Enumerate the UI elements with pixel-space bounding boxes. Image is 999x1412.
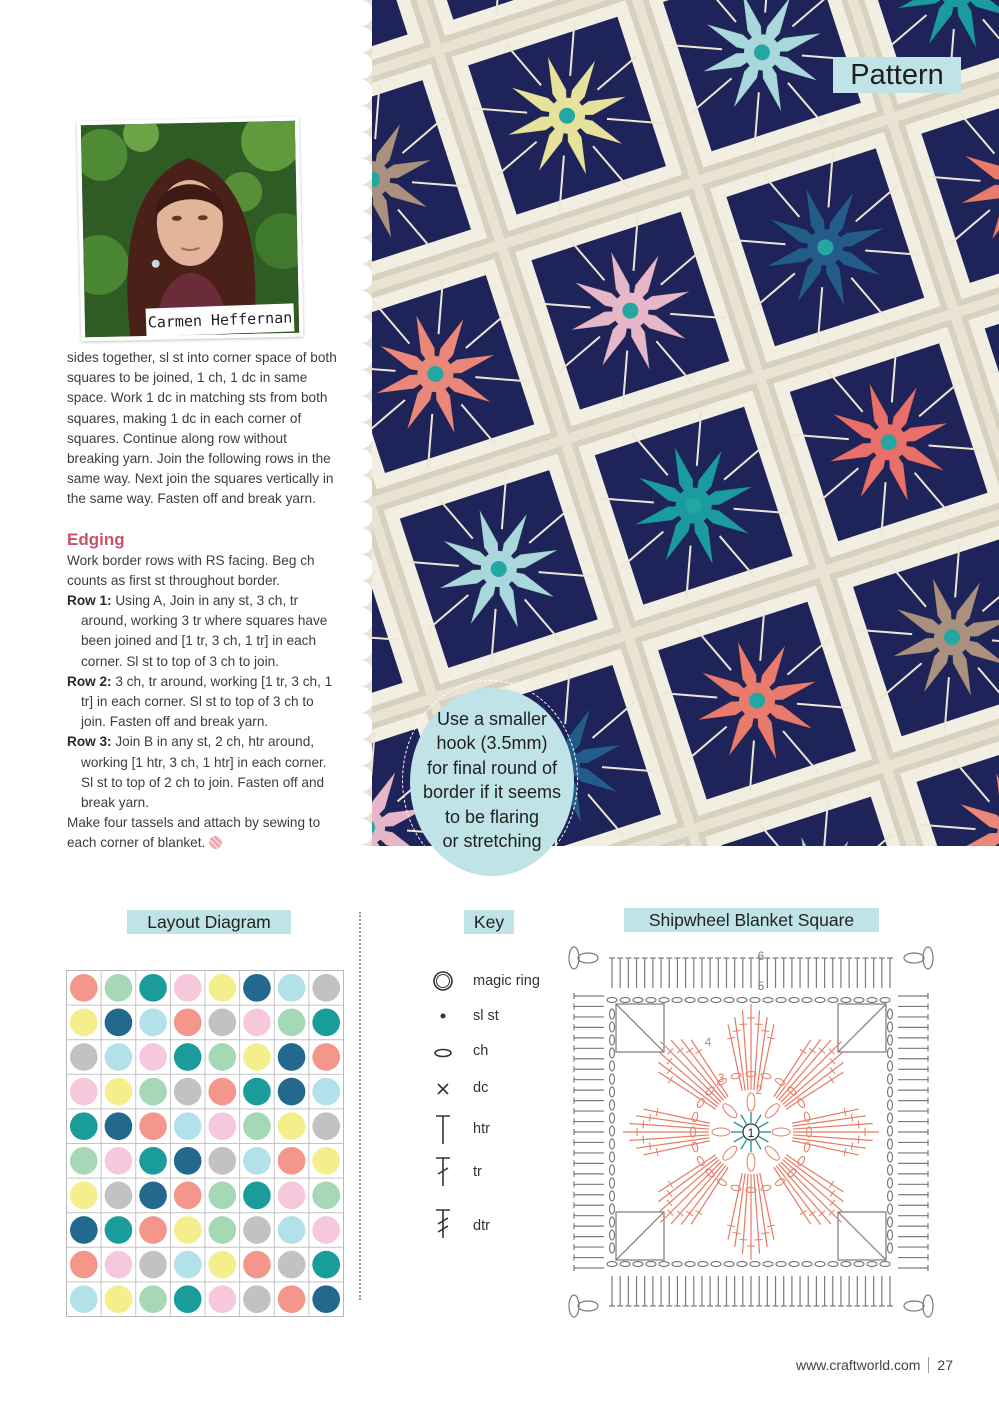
page-number: 27 (937, 1357, 953, 1373)
corner-chain (578, 953, 598, 963)
square-color-dot (105, 974, 133, 1002)
square-color-dot (243, 974, 271, 1002)
chain-stitch (610, 1139, 615, 1149)
chain-stitch (646, 1262, 656, 1267)
cross-symbol-icon (426, 1076, 460, 1106)
chain-stitch (750, 998, 760, 1003)
chain-stitch (802, 1262, 812, 1267)
chain-stitch (620, 998, 630, 1003)
corner-chain (904, 1301, 924, 1311)
square-color-dot (278, 974, 306, 1002)
square-color-dot (139, 1112, 167, 1140)
square-color-dot (70, 1112, 98, 1140)
square-color-dot (139, 1216, 167, 1244)
chain-stitch (610, 1191, 615, 1201)
square-color-dot (208, 1182, 236, 1210)
edging-row-3 (67, 732, 342, 813)
chain-stitch (724, 1262, 734, 1267)
closing-text: Make four tassels and attach by sewing to each corner of blanket. (67, 815, 321, 851)
square-color-dot (312, 1078, 340, 1106)
inner-chain (721, 1144, 739, 1162)
corner-chain (904, 953, 924, 963)
round1-stitch (759, 1122, 769, 1128)
layout-diagram-title: Layout Diagram (127, 910, 291, 934)
square-color-dot (174, 1112, 202, 1140)
chain-stitch (610, 1204, 615, 1214)
chain-stitch (685, 1262, 695, 1267)
chain-stitch (610, 1074, 615, 1084)
petal-tick (643, 1136, 644, 1144)
square-color-dot (312, 974, 340, 1002)
petal-tick (858, 1120, 859, 1128)
chain-stitch (711, 998, 721, 1003)
shipwheel-square-chart (562, 946, 940, 1318)
square-color-dot (174, 1216, 202, 1244)
chain-stitch (607, 998, 617, 1003)
chain-stitch (888, 1087, 893, 1097)
round-number: 6 (757, 949, 765, 963)
petal-chain (774, 1077, 785, 1086)
square-color-dot (174, 1285, 202, 1313)
petal-tick (761, 1232, 769, 1233)
key-label: htr (473, 1121, 490, 1137)
chain-stitch (888, 1165, 893, 1175)
square-color-dot (105, 1043, 133, 1071)
petal-tick (800, 1210, 807, 1214)
key-title: Key (464, 910, 514, 934)
petal-tick (643, 1120, 644, 1128)
chain-stitch (880, 998, 890, 1003)
author-name: Carmen Heffernan (146, 303, 295, 336)
chain-stitch (763, 1262, 773, 1267)
chain-stitch (854, 998, 864, 1003)
round1-stitch (756, 1115, 762, 1125)
chain-stitch (610, 1100, 615, 1110)
chain-stitch (610, 1126, 615, 1136)
square-color-dot (278, 1147, 306, 1175)
footer-website: www.craftworld.com (795, 1357, 921, 1373)
edging-row-2 (67, 672, 342, 733)
section-divider (359, 912, 361, 1300)
square-color-dot (139, 1285, 167, 1313)
round-number: 3 (717, 1071, 725, 1085)
dtr-symbol-icon (426, 1208, 460, 1238)
chain-stitch (841, 1262, 851, 1267)
chain-stitch (610, 1048, 615, 1058)
chain-stitch (888, 1035, 893, 1045)
square-color-dot (70, 1216, 98, 1244)
inner-chain (712, 1128, 730, 1136)
row-label: Row 2: (67, 673, 112, 689)
chain-stitch (828, 998, 838, 1003)
square-color-dot (139, 974, 167, 1002)
square-color-dot (208, 974, 236, 1002)
square-color-dot (174, 1009, 202, 1037)
chain-stitch (610, 1087, 615, 1097)
chain-stitch (724, 998, 734, 1003)
chain-stitch (888, 1022, 893, 1032)
tip-text (410, 707, 574, 853)
round1-stitch (756, 1140, 762, 1150)
square-color-dot (105, 1078, 133, 1106)
chain-stitch (815, 1262, 825, 1267)
inner-chain (763, 1102, 781, 1120)
square-color-dot (243, 1112, 271, 1140)
petal-chain (797, 1097, 806, 1108)
square-color-dot (174, 974, 202, 1002)
square-color-dot (278, 1251, 306, 1279)
petal-tick (686, 1211, 692, 1216)
round1-stitch (741, 1115, 747, 1125)
square-color-dot (208, 1043, 236, 1071)
square-color-dot (278, 1078, 306, 1106)
petal-tick (830, 1067, 835, 1073)
chain-stitch (610, 1217, 615, 1227)
inner-chain (772, 1128, 790, 1136)
square-color-dot (312, 1285, 340, 1313)
petal-tick (695, 1210, 702, 1214)
square-color-dot (70, 1285, 98, 1313)
square-color-dot (174, 1043, 202, 1071)
round1-stitch (759, 1137, 769, 1143)
petal-tick (733, 1030, 741, 1031)
square-color-dot (312, 1182, 340, 1210)
chain-stitch (610, 1022, 615, 1032)
square-color-dot (278, 1216, 306, 1244)
row-label: Row 3: (67, 734, 112, 750)
square-color-dot (243, 1285, 271, 1313)
petal-tick (755, 1239, 763, 1240)
square-color-dot (312, 1043, 340, 1071)
square-color-dot (174, 1078, 202, 1106)
chain-stitch (888, 1126, 893, 1136)
chain-stitch (888, 1100, 893, 1110)
petal-tick (686, 1048, 692, 1053)
square-color-dot (105, 1216, 133, 1244)
petal-tick (733, 1232, 741, 1233)
petal-tick (668, 1076, 672, 1083)
square-color-dot (139, 1251, 167, 1279)
petal-chain (774, 1178, 785, 1187)
yarn-ball-icon (209, 836, 222, 849)
square-color-dot (278, 1285, 306, 1313)
pattern-text-column (67, 348, 342, 854)
tip-line: border if it seems (422, 782, 562, 803)
chain-stitch (633, 998, 643, 1003)
square-color-dot (278, 1112, 306, 1140)
square-color-dot (312, 1112, 340, 1140)
square-color-dot (139, 1078, 167, 1106)
chain-stitch (672, 1262, 682, 1267)
petal-tick (667, 1067, 672, 1073)
chain-stitch (610, 1113, 615, 1123)
row-text: Join B in any st, 2 ch, htr around, working [1 htr, 3 ch, 1 htr] in each corner. Sl st to top of 2 ch to join. Fasten off and break yarn. (81, 734, 327, 811)
square-color-dot (70, 1147, 98, 1175)
closing-paragraph (67, 813, 342, 853)
round1-stitch (734, 1137, 744, 1143)
chain-stitch (672, 998, 682, 1003)
chain-stitch (867, 998, 877, 1003)
corner-diagonal (838, 1004, 886, 1052)
petal-tick (851, 1114, 852, 1122)
chain-stitch (888, 1139, 893, 1149)
chain-stitch (737, 1262, 747, 1267)
square-color-dot (208, 1078, 236, 1106)
petal-chain (716, 1178, 727, 1187)
petal-chain (696, 1155, 705, 1166)
tip-line: hook (3.5mm) (436, 733, 548, 754)
inner-chain (721, 1102, 739, 1120)
dot-symbol-icon (426, 1004, 460, 1034)
htr-symbol-icon (426, 1114, 460, 1144)
chain-stitch (888, 1217, 893, 1227)
chain-stitch (888, 1178, 893, 1188)
chain-stitch (610, 1035, 615, 1045)
square-color-dot (105, 1009, 133, 1037)
chain-stitch (610, 1165, 615, 1175)
chain-stitch (610, 1243, 615, 1253)
petal-tick (800, 1049, 807, 1053)
square-color-dot (105, 1182, 133, 1210)
square-color-dot (243, 1182, 271, 1210)
petal-tick (739, 1024, 747, 1025)
square-color-dot (139, 1182, 167, 1210)
key-label: ch (473, 1043, 489, 1059)
tip-line: to be flaring (444, 806, 540, 827)
chain-stitch (776, 998, 786, 1003)
square-color-dot (70, 1043, 98, 1071)
corner-diagonal (616, 1212, 664, 1260)
square-color-dot (105, 1112, 133, 1140)
chain-stitch (867, 1262, 877, 1267)
chain-stitch (802, 998, 812, 1003)
square-color-dot (105, 1285, 133, 1313)
square-color-dot (208, 1216, 236, 1244)
oval-symbol-icon (426, 1039, 460, 1069)
chain-stitch (776, 1262, 786, 1267)
chain-stitch (880, 1262, 890, 1267)
square-color-dot (278, 1182, 306, 1210)
square-color-dot (208, 1112, 236, 1140)
chain-stitch (633, 1262, 643, 1267)
square-color-dot (243, 1251, 271, 1279)
chain-stitch (888, 1204, 893, 1214)
square-color-dot (278, 1043, 306, 1071)
round-number: 5 (757, 979, 765, 993)
square-color-dot (70, 1009, 98, 1037)
square-color-dot (208, 1147, 236, 1175)
section-tag: Pattern (833, 57, 961, 93)
chain-stitch (888, 1113, 893, 1123)
square-color-dot (70, 1078, 98, 1106)
square-color-dot (139, 1147, 167, 1175)
chain-stitch (698, 1262, 708, 1267)
square-color-dot (208, 1251, 236, 1279)
petal-tick (668, 1181, 672, 1188)
chain-stitch (763, 998, 773, 1003)
edging-heading: Edging (67, 529, 125, 549)
chain-stitch (607, 1262, 617, 1267)
chain-stitch (610, 1230, 615, 1240)
square-color-dot (70, 1251, 98, 1279)
chain-stitch (789, 1262, 799, 1267)
petal-tick (739, 1239, 747, 1240)
chain-stitch (828, 1262, 838, 1267)
page-footer (796, 1357, 953, 1373)
chain-stitch (888, 1009, 893, 1019)
chain-stitch (610, 1061, 615, 1071)
square-color-dot (243, 1043, 271, 1071)
chain-stitch (685, 998, 695, 1003)
chain-stitch (620, 1262, 630, 1267)
chain-stitch (750, 1262, 760, 1267)
tr-symbol-icon (426, 1156, 460, 1186)
round-number: 1 (747, 1126, 755, 1140)
petal-tick (761, 1030, 769, 1031)
square-color-dot (105, 1251, 133, 1279)
chain-stitch (888, 1230, 893, 1240)
edging-row-1 (67, 591, 342, 672)
petal-tick (649, 1114, 650, 1122)
round1-stitch (741, 1140, 747, 1150)
petal-tick (830, 1190, 835, 1196)
chain-stitch (888, 1074, 893, 1084)
square-color-dot (174, 1182, 202, 1210)
petal-tick (667, 1190, 672, 1196)
intro-paragraph: sides together, sl st into corner space of both squares to be joined, 1 ch, 1 dc in same space. Work 1 dc in matching sts from both squares, making 1 dc in each corner of squares. Continue along row without breaking yarn. Join the following rows in the same way. Next join the squares vertically in the same way. Fasten off and break yarn. (67, 350, 337, 507)
corner-diagonal (616, 1004, 664, 1052)
square-color-dot (312, 1251, 340, 1279)
tip-line: for final round of (426, 757, 558, 778)
key-label: sl st (473, 1008, 499, 1024)
chain-stitch (888, 1191, 893, 1201)
key-label: dc (473, 1080, 489, 1096)
petal-tick (755, 1024, 763, 1025)
row-text: Using A, Join in any st, 3 ch, tr around, working 3 tr where squares have been joined and [1 tr, 3 ch, 1 tr] in each corner. Sl st to top of 3 ch to join. (81, 593, 328, 669)
edging-intro: Work border rows with RS facing. Beg ch counts as first st throughout border. (67, 552, 315, 588)
square-color-dot (278, 1009, 306, 1037)
square-color-dot (243, 1147, 271, 1175)
footer-separator (928, 1357, 929, 1373)
square-color-dot (70, 1182, 98, 1210)
petal-tick (695, 1049, 702, 1053)
square-color-dot (312, 1216, 340, 1244)
chain-stitch (854, 1262, 864, 1267)
petal-chain (696, 1097, 705, 1108)
chain-stitch (789, 998, 799, 1003)
square-color-dot (139, 1009, 167, 1037)
tip-line: or stretching (442, 831, 542, 852)
petal-tick (829, 1076, 833, 1083)
petal-tick (829, 1181, 833, 1188)
square-color-dot (208, 1009, 236, 1037)
round-number: 4 (704, 1035, 712, 1049)
square-color-dot (243, 1216, 271, 1244)
inner-chain (747, 1093, 755, 1111)
chain-stitch (610, 1009, 615, 1019)
key-label: tr (473, 1164, 482, 1180)
chain-stitch (659, 998, 669, 1003)
square-color-dot (174, 1147, 202, 1175)
key-label: magic ring (473, 973, 540, 989)
square-color-dot (312, 1147, 340, 1175)
petal-tick (858, 1136, 859, 1144)
chain-stitch (698, 998, 708, 1003)
row-label: Row 1: (67, 593, 112, 609)
petal-tick (851, 1142, 852, 1150)
petal-tick (809, 1048, 815, 1053)
inner-chain (747, 1153, 755, 1171)
square-color-dot (243, 1078, 271, 1106)
square-chart-title: Shipwheel Blanket Square (624, 908, 879, 932)
scallop-edge (346, 0, 372, 846)
chain-stitch (610, 1152, 615, 1162)
chain-stitch (610, 1178, 615, 1188)
chain-stitch (888, 1061, 893, 1071)
corner-diagonal (838, 1212, 886, 1260)
square-color-dot (208, 1285, 236, 1313)
chain-stitch (888, 1048, 893, 1058)
square-color-dot (105, 1147, 133, 1175)
chain-stitch (737, 998, 747, 1003)
chain-stitch (659, 1262, 669, 1267)
square-color-dot (174, 1251, 202, 1279)
petal-chain (797, 1155, 806, 1166)
chain-stitch (646, 998, 656, 1003)
chain-stitch (841, 998, 851, 1003)
row-text: 3 ch, tr around, working [1 tr, 3 ch, 1 tr] in each corner. Sl st to top of 3 ch to join. Fasten off and break yarn. (81, 673, 333, 730)
chain-stitch (711, 1262, 721, 1267)
chain-stitch (888, 1243, 893, 1253)
inner-chain (763, 1144, 781, 1162)
round-number: 2 (755, 1083, 763, 1097)
square-color-dot (139, 1043, 167, 1071)
petal-tick (809, 1211, 815, 1216)
key-label: dtr (473, 1218, 490, 1234)
chain-stitch (888, 1152, 893, 1162)
corner-chain (578, 1301, 598, 1311)
chain-stitch (815, 998, 825, 1003)
round1-stitch (734, 1122, 744, 1128)
layout-diagram-grid (66, 970, 344, 1317)
petal-tick (649, 1142, 650, 1150)
square-color-dot (312, 1009, 340, 1037)
square-color-dot (243, 1009, 271, 1037)
tip-line: Use a smaller (436, 709, 548, 729)
square-color-dot (70, 974, 98, 1002)
